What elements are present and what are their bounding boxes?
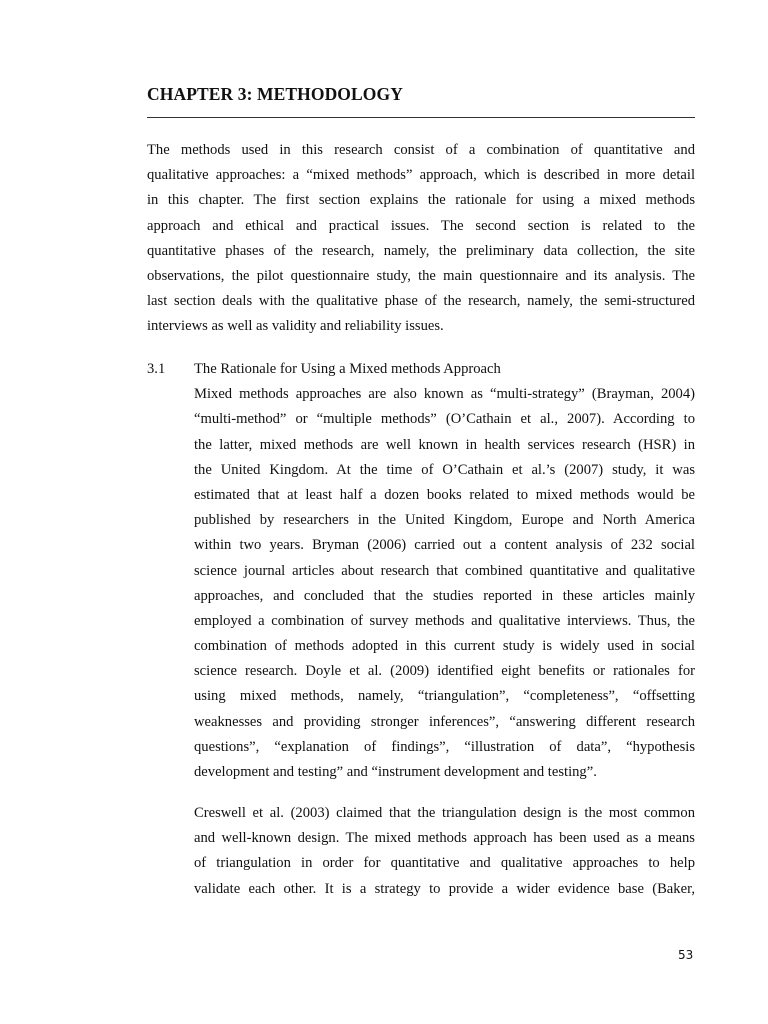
section-heading: The Rationale for Using a Mixed methods Approach [194,361,501,377]
intro-line: The methods used in this research consist of a combination of quantitative and [147,142,695,158]
body-line: combination of methods adopted in this current study is widely used in social [194,638,695,655]
body-line: employed a combination of survey methods and qualitative interviews. Thus, the [194,612,695,629]
body-line: the latter, mixed methods are well known in health services research (HSR) in [194,436,695,453]
body-line: “multi-method” or “multiple methods” (O’Cathain et al., 2007). According to [194,411,695,428]
chapter-title: CHAPTER 3: METHODOLOGY [147,84,403,104]
intro-line: quantitative phases of the research, namely, the preliminary data collection, the site [147,242,695,259]
body-line: questions”, “explanation of findings”, “illustration of data”, “hypothesis [194,738,695,755]
section-number: 3.1 [147,361,166,377]
intro-line: last section deals with the qualitative phase of the research, namely, the semi-structured [147,293,695,310]
section-body-continued [194,801,695,902]
body-line: the United Kingdom. At the time of O’Cathain et al.’s (2007) study, it was [194,461,695,478]
intro-line: interviews as well as validity and reliability issues. [147,318,444,335]
intro-line: approach and ethical and practical issues. The second section is related to the [147,217,695,234]
body-line: of triangulation in order for quantitative and qualitative approaches to help [194,855,695,872]
body-line: Mixed methods approaches are also known as “multi-strategy” (Brayman, 2004) [194,386,695,403]
body-line: published by researchers in the United Kingdom, Europe and North America [194,512,695,529]
intro-line: observations, the pilot questionnaire study, the main questionnaire and its analysis. The [147,267,695,284]
body-line: Creswell et al. (2003) claimed that the triangulation design is the most common [194,805,695,821]
body-line: within two years. Bryman (2006) carried out a content analysis of 232 social [194,537,695,554]
body-line: development and testing” and “instrument development and testing”. [194,764,597,780]
title-divider [147,117,695,118]
intro-paragraph [147,138,695,340]
body-line: weaknesses and providing stronger inferences”, “answering different research [194,713,695,730]
page-number: 53 [678,948,694,962]
intro-line: qualitative approaches: a “mixed methods” approach, which is described in more detail [147,167,695,184]
body-line: approaches, and concluded that the studies reported in these articles mainly [194,587,695,604]
body-line: using mixed methods, namely, “triangulation”, “completeness”, “offsetting [194,688,695,705]
intro-line: in this chapter. The first section explains the rationale for using a mixed methods [147,192,695,209]
section-body [194,357,695,785]
body-line: science research. Doyle et al. (2009) identified eight benefits or rationales for [194,663,695,680]
body-line: validate each other. It is a strategy to provide a wider evidence base (Baker, [194,880,695,897]
body-line: and well-known design. The mixed methods approach has been used as a means [194,830,695,847]
body-line: estimated that at least half a dozen books related to mixed methods would be [194,486,695,503]
body-line: science journal articles about research that combined quantitative and qualitative [194,562,695,579]
